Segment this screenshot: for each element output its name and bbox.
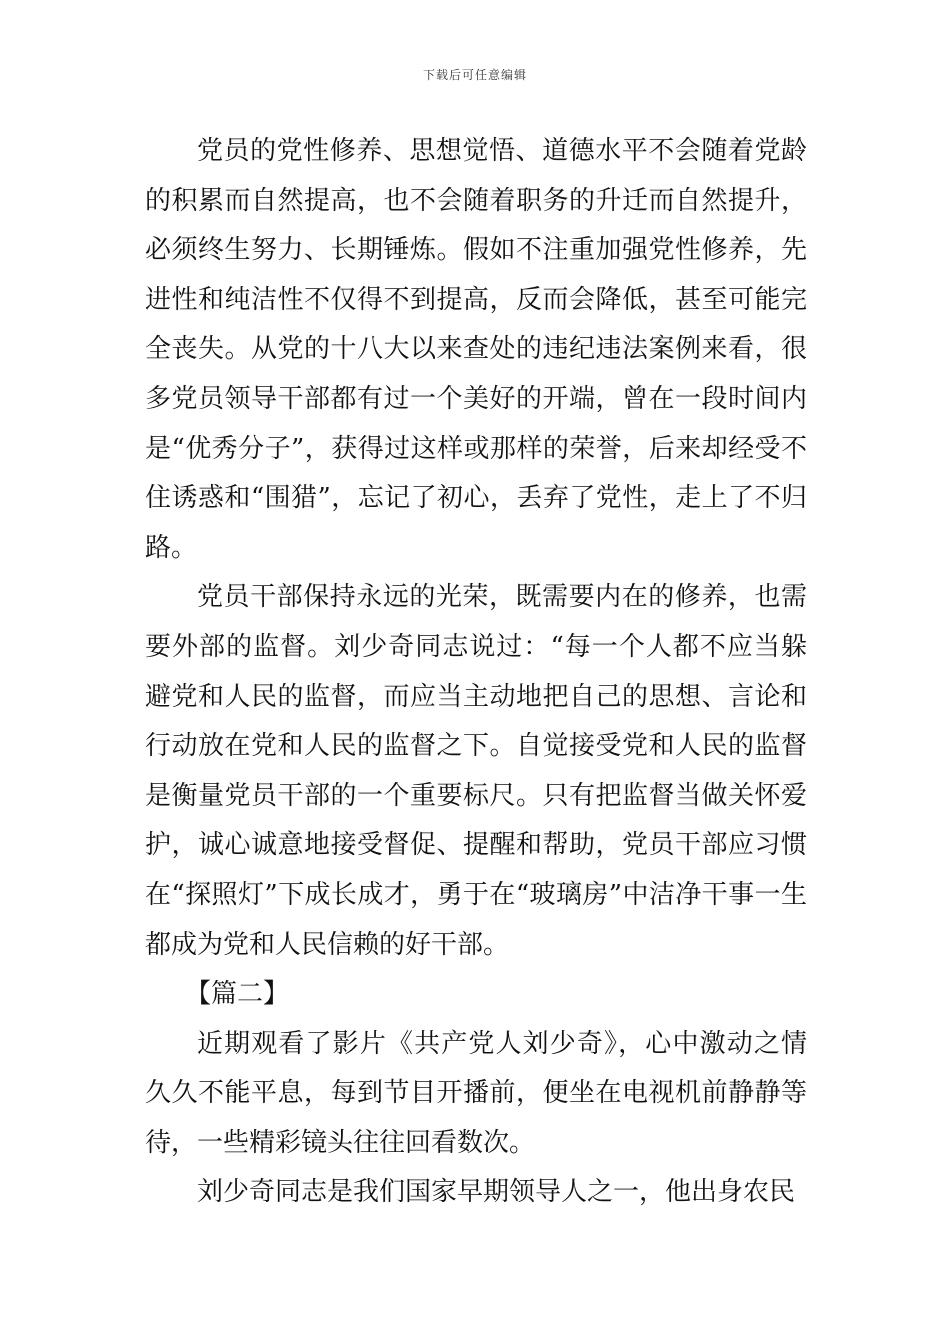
paragraph: 刘少奇同志是我们国家早期领导人之一，他出身农民	[197, 1177, 796, 1208]
paragraph: 党员的党性修养、思想觉悟、道德水平不会随着党龄的积累而自然提高，也不会随着职务的升迁而自然提升，必须终生努力、长期锤炼。假如不注重加强党性修养，先进性和纯洁性不仅得不到提高，反而会降低，甚至可能完全丧失。从党的十八大以来查处的违纪违法案例来看，很多党员领导干部都有过一个美好的开端，曾在一段时间内是“优秀分子”，获得过这样或那样的荣誉，后来却经受不住诱惑和“围猎”，忘记了初心，丢弃了党性，走上了不归路。	[145, 136, 807, 563]
header-note: 下载后可任意编辑	[422, 68, 527, 82]
paragraph: 近期观看了影片《共产党人刘少奇》，心中激动之情久久不能平息，每到节目开播前，便坐在电视机前静静等待，一些精彩镜头往往回看数次。	[145, 1028, 807, 1158]
document-body	[145, 127, 807, 1218]
section-title: 【篇二】	[185, 979, 290, 1010]
paragraph: 党员干部保持永远的光荣，既需要内在的修养，也需要外部的监督。刘少奇同志说过：“每一个人都不应当躲避党和人民的监督，而应当主动地把自己的思想、言论和行动放在党和人民的监督之下。自觉接受党和人民的监督是衡量党员干部的一个重要标尺。只有把监督当做关怀爱护，诚心诚意地接受督促、提醒和帮助，党员干部应习惯在“探照灯”下成长成才，勇于在“玻璃房”中洁净干事一生都成为党和人民信赖的好干部。	[145, 582, 807, 960]
